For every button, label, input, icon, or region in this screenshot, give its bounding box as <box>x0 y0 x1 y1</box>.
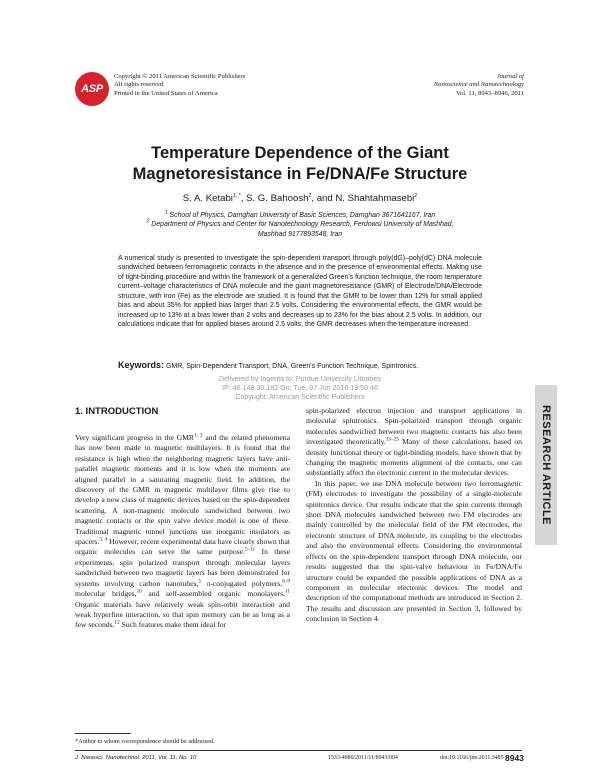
text-run: In these experiments, spin polarized transport through molecular layers sandwiched between two magnetic layers has been demonstrated for systems involving carbon nanotubes, <box>75 547 290 588</box>
footer-citation: J. Nanosci. Nanotechnol. 2011, Vol. 11, No. 10 <box>75 755 197 761</box>
journal-name: Nanoscience and Nanotechnology <box>433 81 524 89</box>
keywords-text: GMR, Spin-Dependent Transport, DNA, Green's Function Technique, Spintronics. <box>165 363 419 370</box>
page-number: 8943 <box>505 753 524 763</box>
author-1-mark: 1, * <box>232 192 241 199</box>
author-2-mark: 2 <box>308 192 312 199</box>
research-article-tab <box>535 385 557 545</box>
author-3-mark: 2 <box>414 192 418 199</box>
affiliation-2 <box>130 220 470 229</box>
citation-ref: 5–11 <box>244 546 256 553</box>
affiliation-2-mark: 2 <box>146 219 150 226</box>
research-article-label: RESEARCH ARTICLE <box>540 404 552 526</box>
footer-issn: 1533-4880/2011/11/8943/004 <box>328 755 398 761</box>
abstract: A numerical study is presented to investigate the spin-dependent transport through poly(dG)–poly(dC) DNA molecule sandwiched between ferromagnetic contacts in the absence and in the presence of environmental effects. Making use of tight-binding procedure and within the framework of a generalized Green's function technique, the room temperature current–voltage characteristics of DNA molecule and the giant magnetoresistance (GMR) of Electrode/DNA/Electrode structure, with iron (Fe) as the electrode are studied. It is found that the GMR to be lower than 12% for small applied bias and about 35% for applied bias larger than 2.5 volts. Considering the environmental effects, the GMR would be increased up to 13% at a bias lower than 2 volts and decreases up to 23% for the bias about 2.5 volts. In addition, our calculations indicate that for applied biases around 2.5 volts, the GMR decreases when the temperature increased. <box>118 255 482 329</box>
watermark-line-3: Copyright: American Scientific Publishers <box>235 393 365 401</box>
intro-paragraph-1-cont <box>306 406 522 479</box>
text-run: Many of these calculations, based on density functional theory or tight-binding models, have shown that by changing the magnetic moments alignment of the contacts, one can substantially affect the electronic current in the molecular devices. <box>306 437 522 478</box>
citation-ref: 13–25 <box>385 436 399 443</box>
affiliation-2-text: Department of Physics and Center for Nanotechnology Research, Ferdowsi University of Mashhad, <box>149 221 454 229</box>
citation-ref: 3, 4 <box>99 536 108 543</box>
author-1: S. A. Ketabi <box>182 193 233 204</box>
section-heading-introduction: 1. INTRODUCTION <box>75 406 159 417</box>
title-line-2: Magnetoresistance in Fe/DNA/Fe Structure <box>132 165 468 183</box>
citation-ref: 5 <box>198 578 202 585</box>
watermark <box>150 375 450 402</box>
text-run: and the related phenomena has now been made in magnetic multilayers. It is found that the resistance is high when the neighboring magnetic layers have anti-parallel magnetic moments and it is low when the moments are aligned parallel in a saturating magnetic field. In addition, the discovery of the GMR in magnetic multilayer films give rise to develop a new class of magnetic devices based on the spin-dependent scattering. A non-magnetic molecule sandwiched between two magnetic contacts or the spin valve device model is one of these. Traditional magnetic tunnel junctions use inorganic insulators as spacers. <box>75 433 290 547</box>
watermark-line-2: IP: 46.148.30.182 On: Tue, 07 Jun 2016 19:50:46 <box>222 384 378 392</box>
journal-volume: Vol. 11, 8943–8946, 2011 <box>456 89 524 97</box>
text-run: spin-polarized electron injection and transport applications in molecular spintronics. Spin-polarized transport through organic molecules sandwiched between two magnetic contacts has also been investigated theoretically. <box>306 406 522 447</box>
keywords-label: Keywords: <box>118 360 165 370</box>
affiliation-2-cont: Mashhad 9177893548, Iran <box>257 230 343 238</box>
footnote-rule <box>75 733 131 734</box>
text-run: However, recent experimental data have clearly shown that organic molecules can serve the same purpose. <box>75 537 291 557</box>
affiliations <box>130 211 470 239</box>
footer-doi: doi:10.1166/jnn.2011.3485 <box>440 755 504 761</box>
citation-ref: 11 <box>285 588 290 595</box>
journal-info <box>434 73 524 98</box>
citation-ref: 6–9 <box>282 578 290 585</box>
affiliation-1-text: School of Physics, Damghan University of Basic Sciences, Damghan 3671641167, Iran <box>167 212 436 219</box>
copyright-line: Copyright © 2011 American Scientific Publishers <box>114 73 246 80</box>
citation-ref: 10 <box>136 588 142 595</box>
author-3: , and N. Shahtahmasebi <box>311 193 415 204</box>
left-column <box>75 433 290 631</box>
author-2: , S. G. Bahoosh <box>240 193 309 204</box>
watermark-line-1: Delivered by Ingenta to: Purdue University Libraries <box>218 375 382 383</box>
author-list <box>60 193 540 204</box>
affiliation-1-mark: 1 <box>164 209 168 216</box>
title-line-1: Temperature Dependence of the Giant <box>151 144 449 162</box>
citation-ref: 12 <box>114 619 120 626</box>
text-run: Very significant progress in the GMR <box>75 433 194 442</box>
intro-paragraph-1 <box>75 433 290 631</box>
intro-paragraph-2: In this paper, we use DNA molecule between two ferromagnetic (FM) electrodes to investigate the possibility of a single-molecule spintronics device. Our results indicate that the spin currents through short DNA molecules sandwiched between two FM electrodes are mainly controlled by the molecular field of the FM electrodes, the electronic structure of DNA molecule, its coupling to the electrodes and also the environmental effects. Considering the environmental effects on the spin-dependent transport through DNA molecule, our results suggested that the spin-valve behaviour in Fe/DNA/Fe structure could be expanded the possible applications of DNA as a component in molecular electronic devices. The model and description of the computational methods are introduced in Section 2. The results and discussion are presented in Section 3, followed by conclusion in Section 4. <box>306 478 522 624</box>
affiliation-1 <box>130 211 470 220</box>
footer-rule <box>75 750 522 751</box>
text-run: Such features make them ideal for <box>119 620 227 630</box>
keywords <box>118 360 482 370</box>
corresponding-author-footnote: *Author to whom correspondence should be addressed. <box>75 738 215 745</box>
rights-line: All rights reserved <box>114 81 164 89</box>
right-column <box>306 406 522 625</box>
publisher-info <box>114 73 245 98</box>
printed-line: Printed in the United States of America <box>114 89 218 97</box>
publisher-logo: ASP <box>75 72 109 106</box>
journal-label: Journal of <box>496 73 524 80</box>
text-run: and self-assembled organic monolayers. <box>141 589 285 599</box>
paper-title <box>60 143 540 185</box>
citation-ref: 1, 2 <box>194 432 203 439</box>
text-run: π-conjugated polymers, <box>201 578 283 588</box>
text-run: molecular bridges, <box>75 589 137 599</box>
text-run: Organic materials have relatively weak spin-orbit interaction and weak hyperfine interaction, so that spin memory can be as long as a few seconds. <box>75 599 290 630</box>
